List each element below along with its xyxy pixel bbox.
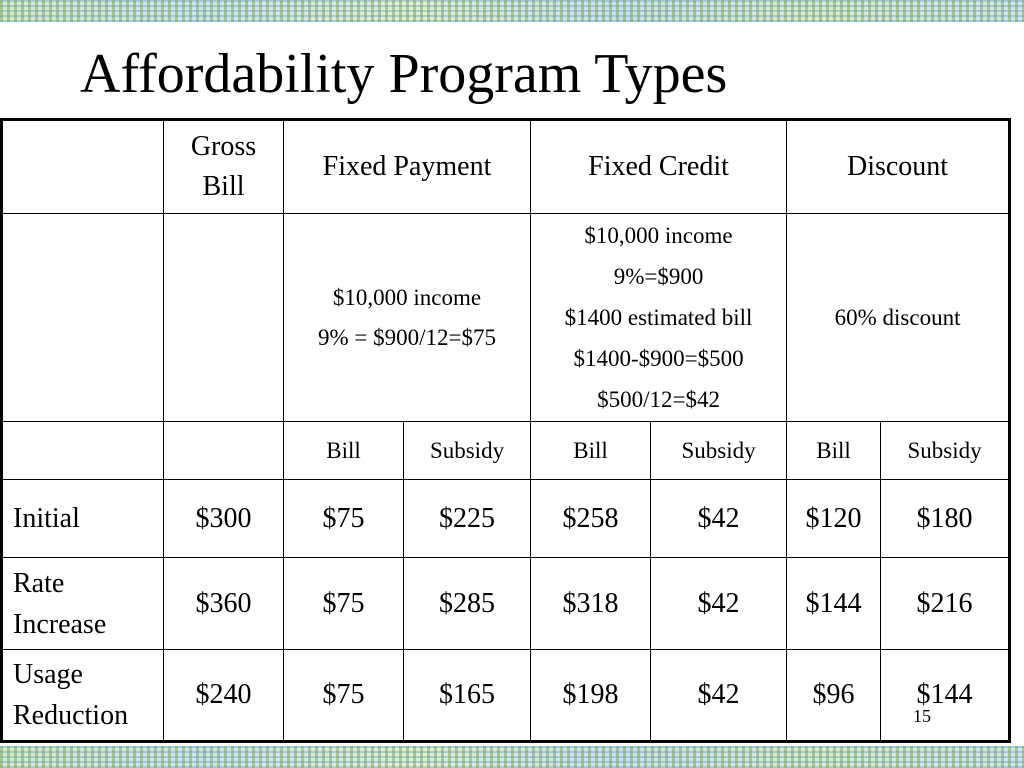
value-cell: $75 (284, 480, 404, 558)
header-discount: Discount (787, 120, 1010, 214)
value-cell: $180 (881, 480, 1010, 558)
empty-cell (2, 422, 164, 480)
subheader-bill: Bill (284, 422, 404, 480)
value-cell: $75 (284, 558, 404, 650)
row-label (2, 650, 164, 742)
row-label: Initial (2, 480, 164, 558)
subheader-bill: Bill (531, 422, 651, 480)
fixed-credit-description (531, 214, 787, 422)
value-cell: $258 (531, 480, 651, 558)
description-line: 9% = $900/12=$75 (318, 324, 496, 350)
description-line: $10,000 income (332, 284, 482, 310)
empty-cell (2, 214, 164, 422)
value-cell: $318 (531, 558, 651, 650)
empty-cell (164, 214, 284, 422)
value-cell: $96 (787, 650, 881, 742)
value-cell: $240 (164, 650, 284, 742)
empty-cell (164, 422, 284, 480)
description-line: $500/12=$42 (597, 387, 720, 412)
header-row (2, 120, 1010, 214)
value-cell: $285 (404, 558, 531, 650)
value-cell: $42 (651, 558, 787, 650)
description-row (2, 214, 1010, 422)
subheader-bill: Bill (787, 422, 881, 480)
corner-cell (2, 120, 164, 214)
value-cell: $300 (164, 480, 284, 558)
decorative-bottom-border (0, 746, 1024, 768)
value-cell: $165 (404, 650, 531, 742)
header-gross-bill-line: Bill (202, 171, 245, 202)
fixed-payment-description (284, 214, 531, 422)
comparison-table (0, 118, 1011, 743)
value-cell: $42 (651, 480, 787, 558)
row-label-line: Increase (13, 608, 107, 640)
value-cell: $144 (787, 558, 881, 650)
subheader-subsidy: Subsidy (404, 422, 531, 480)
table-row (2, 650, 1010, 742)
value-cell: $216 (881, 558, 1010, 650)
table-row (2, 480, 1010, 558)
subheader-subsidy: Subsidy (881, 422, 1010, 480)
header-gross-bill-line: Gross (190, 131, 257, 162)
value-cell: $144 (881, 650, 1010, 742)
value-cell: $360 (164, 558, 284, 650)
row-label-line: Usage (13, 659, 83, 690)
row-label (2, 558, 164, 650)
header-fixed-payment: Fixed Payment (284, 120, 531, 214)
subheader-subsidy: Subsidy (651, 422, 787, 480)
value-cell: $225 (404, 480, 531, 558)
header-gross-bill (164, 120, 284, 214)
header-fixed-credit: Fixed Credit (531, 120, 787, 214)
page-number: 15 (913, 706, 931, 726)
decorative-top-border (0, 0, 1024, 22)
value-cell: $42 (651, 650, 787, 742)
row-label-line: Rate (13, 567, 65, 599)
discount-description: 60% discount (787, 214, 1010, 422)
table-row (2, 558, 1010, 650)
description-line: $10,000 income (584, 223, 733, 248)
description-line: $1400 estimated bill (564, 305, 753, 330)
description-line: 9%=$900 (613, 264, 704, 289)
row-label-line: Reduction (13, 700, 129, 731)
slide-title: Affordability Program Types (80, 43, 728, 105)
value-cell: $75 (284, 650, 404, 742)
value-cell: $198 (531, 650, 651, 742)
subheader-row (2, 422, 1010, 480)
value-cell: $120 (787, 480, 881, 558)
description-line: $1400-$900=$500 (573, 346, 744, 371)
